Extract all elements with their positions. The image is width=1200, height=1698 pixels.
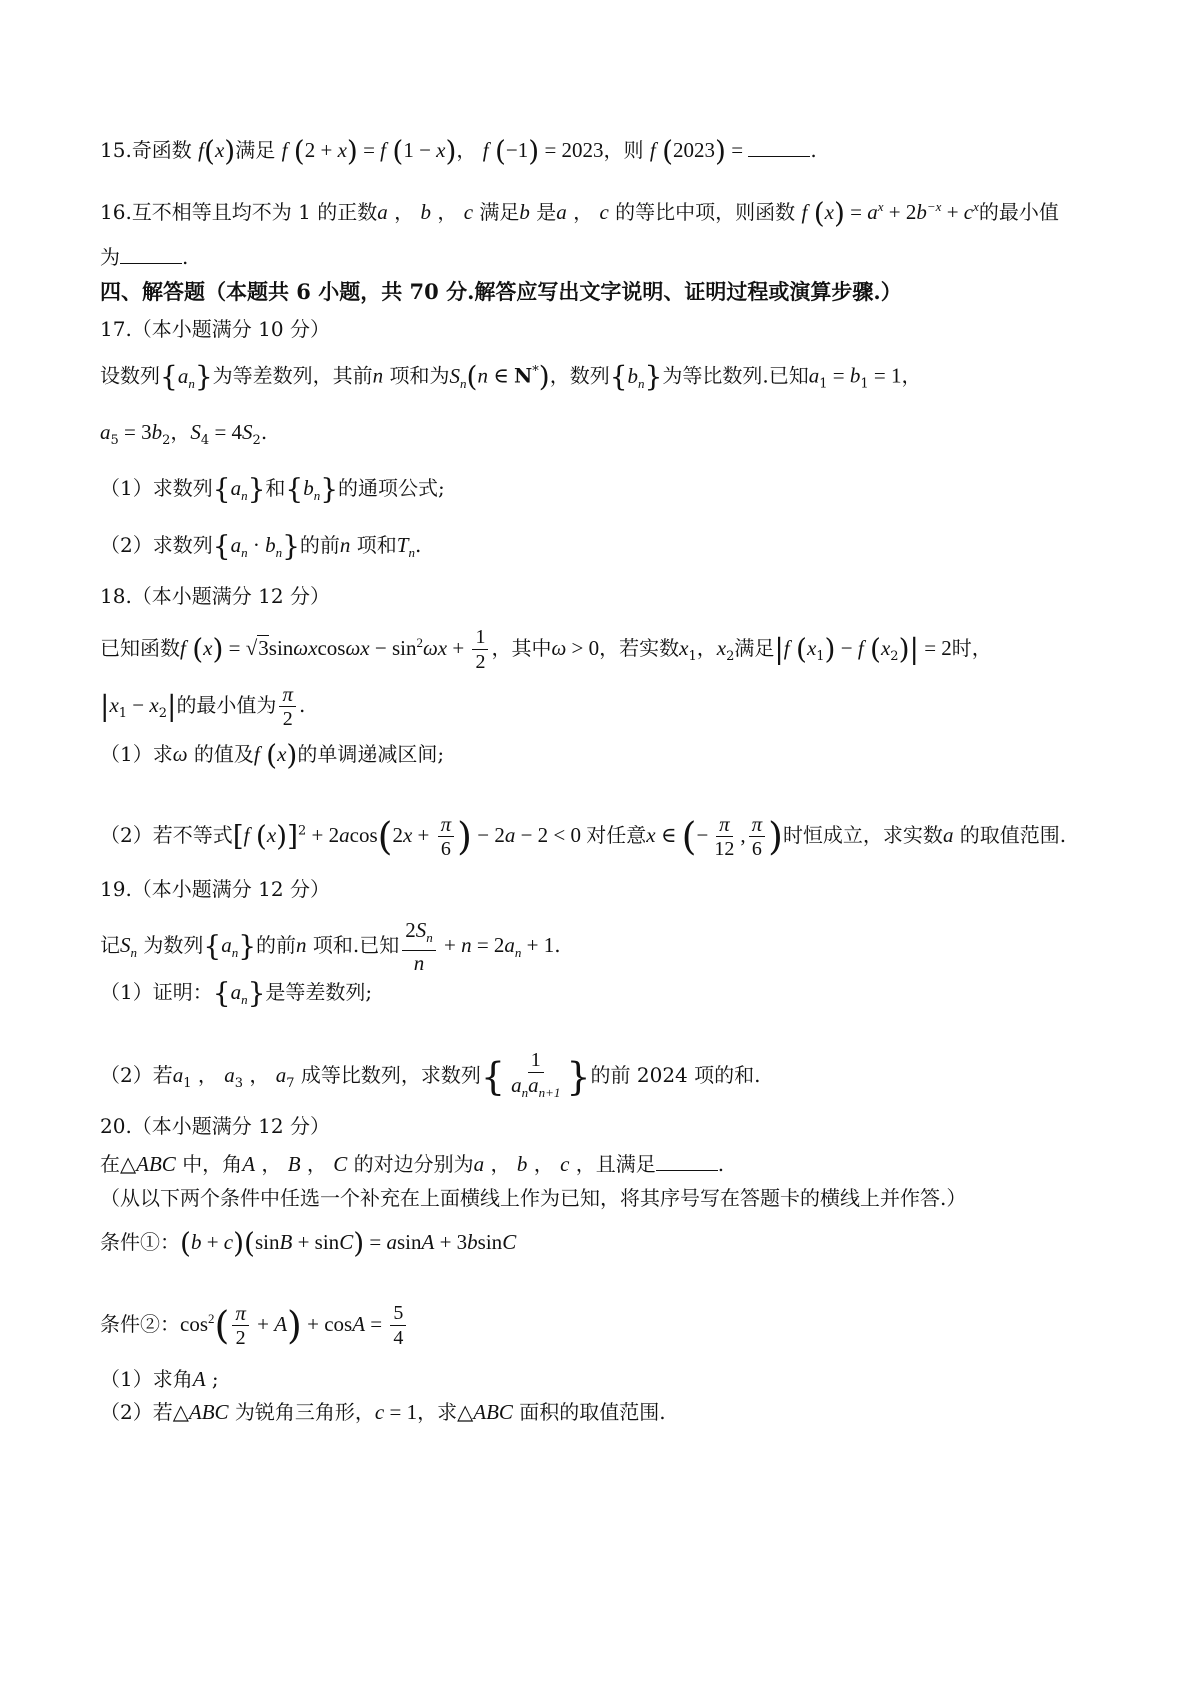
q20-condition-2: 条件②：$\cos^2$( $\frac{\pi}{2}$ + A) + cosA = $\frac{5}{4}$ [100, 1301, 409, 1350]
q18-part-2: （2）若不等式[f (x)]$^2$ + 2acos(2x + $\frac{\pi}{6}$ ) − 2a − 2 < 0 对任意x ∈ (− $\frac{\pi}{12}$ , $\frac{\pi}{6}$ )时恒成立，求实数a 的取值范围. [100, 812, 1067, 860]
q20-note: （从以下两个条件中任选一个补充在上面横线上作为已知，将其序号写在答题卡的横线上并作答.） [100, 1186, 967, 1210]
question-15: 15.奇函数 f(x)满足 f (2 + x) = f (1 − x)， f (−1) = 2023，则 f (2023) = . [100, 134, 817, 168]
q18-part-1: （1）求ω 的值及f (x)的单调递减区间; [100, 738, 445, 772]
q15-number: 15. [100, 138, 132, 162]
q17-part-1: （1）求数列$\{a_n\}$和$\{b_n\}$的通项公式; [100, 472, 445, 506]
question-16-cont: 为 . [100, 245, 189, 269]
q16-number: 16. [100, 200, 132, 224]
q20-part-2: （2）若△ABC 为锐角三角形，c = 1，求△ABC 面积的取值范围. [100, 1400, 666, 1424]
q17-part-2: （2）求数列$\{a_n \cdot b_n\}$的前n 项和$T_n$. [100, 529, 422, 563]
q20-part-1: （1）求角A ; [100, 1367, 219, 1391]
section-4-title: 四、解答题（本题共 6 小题，共 70 分.解答应写出文字说明、证明过程或演算步骤.） [100, 279, 902, 304]
q17-stem-1: 设数列$\{a_n\}$为等差数列，其前n 项和为$S_n(n$ ∈ N*)，数列$\{b_n\}$为等比数列.已知$a_1 = b_1 = 1$， [100, 360, 922, 394]
answer-blank [656, 1150, 718, 1171]
q17-stem-2: $a_5 = 3b_2$，$S_4 = 4S_2$. [100, 420, 268, 448]
q20-condition-1: 条件①：(b + c)(sinB + sinC) = asinA + 3bsinC [100, 1226, 517, 1260]
question-16: 16.互不相等且均不为 1 的正数a ， b ， c 满足b 是a ， c 的等比中项，则函数 f $(x) = a^x + 2b^{-x} + c^x$的最小值 [100, 196, 1059, 230]
answer-blank [120, 243, 182, 264]
q20-header: 20.（本小题满分 12 分） [100, 1114, 330, 1138]
q18-stem-1: 已知函数f $(x) = √3\sin\omega xcos\omega x - \sin^2\omega x$ + $\frac{1}{2}$ ，其中ω > 0，若实数$x_1$，$x_2$满足|f $(x_1) - f$ $(x_2)| = 2$时， [100, 626, 992, 673]
q17-header: 17.（本小题满分 10 分） [100, 317, 330, 341]
q19-header: 19.（本小题满分 12 分） [100, 877, 330, 901]
q18-header: 18.（本小题满分 12 分） [100, 584, 330, 608]
answer-blank [748, 136, 810, 157]
q19-part-1: （1）证明：$\{a_n\}$是等差数列; [100, 976, 373, 1010]
q20-stem: 在△ABC 中，角A ， B ， C 的对边分别为a ， b ， c ，且满足 . [100, 1152, 725, 1176]
q19-part-2: （2）若$a_1$ ， $a_3$ ， $a_7$ 成等比数列，求数列{ $\frac{1}{a_na_{n+1}}$ }的前 2024 项的和. [100, 1049, 761, 1101]
q19-stem: 记$S_n$ 为数列$\{a_n\}$的前n 项和.已知 $\frac{2S_n}{n}$ + $n = 2a_n + 1$. [100, 918, 561, 976]
q18-stem-2: $|x_1 - x_2|$的最小值为 $\frac{\pi}{2}$ . [100, 682, 306, 730]
